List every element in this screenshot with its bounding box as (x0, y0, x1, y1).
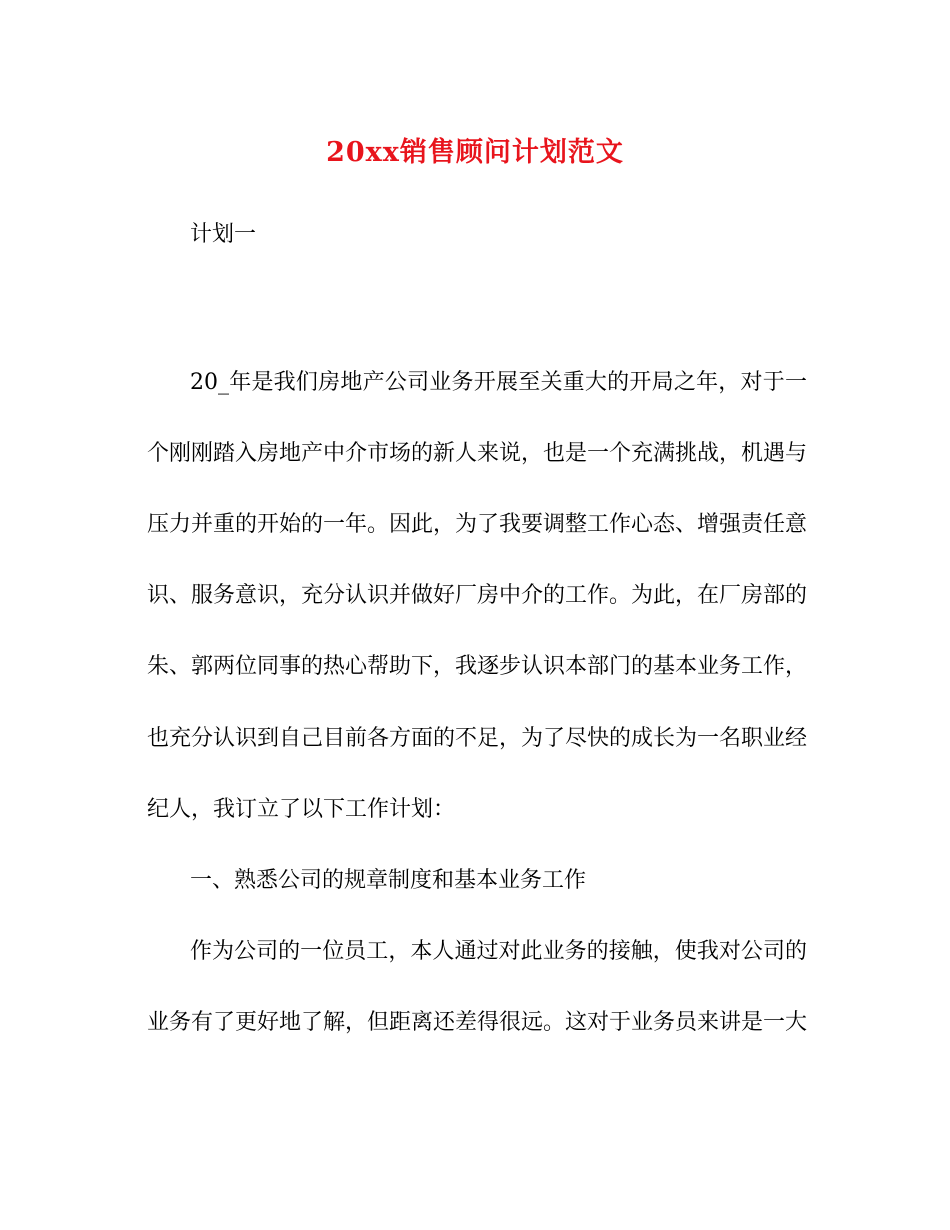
section-label: 计划一 (190, 222, 257, 247)
document-title: 20xx销售顾问计划范文 (326, 137, 624, 168)
section-heading: 一、熟悉公司的规章制度和基本业务工作 (190, 868, 587, 893)
paragraph-line: 压力并重的开始的一年。因此，为了我要调整工作心态、增强责任意 (147, 512, 807, 537)
paragraph-line: 20_年是我们房地产公司业务开展至关重大的开局之年，对于一 (190, 370, 807, 395)
paragraph-line: 纪人，我订立了以下工作计划： (147, 797, 456, 822)
paragraph-line: 也充分认识到自己目前各方面的不足，为了尽快的成长为一名职业经 (147, 726, 807, 751)
paragraph-line: 作为公司的一位员工，本人通过对此业务的接触，使我对公司的 (190, 939, 807, 964)
paragraph-line: 业务有了更好地了解，但距离还差得很远。这对于业务员来讲是一大 (147, 1010, 807, 1035)
paragraph-line: 个刚刚踏入房地产中介市场的新人来说，也是一个充满挑战，机遇与 (147, 441, 807, 466)
paragraph-line: 朱、郭两位同事的热心帮助下，我逐步认识本部门的基本业务工作， (147, 654, 807, 679)
paragraph-line: 识、服务意识，充分认识并做好厂房中介的工作。为此，在厂房部的 (147, 583, 807, 608)
